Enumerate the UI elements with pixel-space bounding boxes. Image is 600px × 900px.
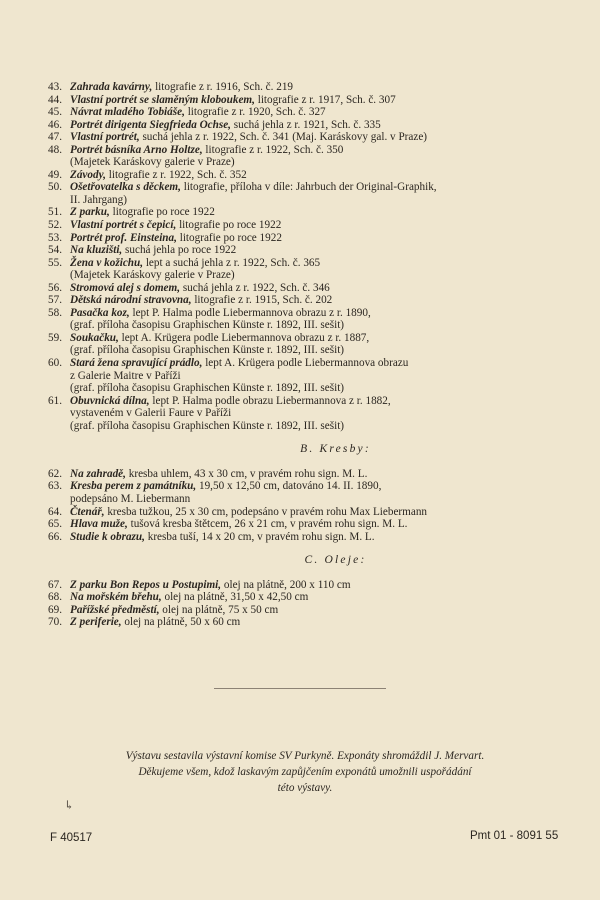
artwork-title: Vlastní portrét se slaměným kloboukem,	[70, 93, 255, 106]
artwork-title: Návrat mladého Tobiáše,	[70, 106, 185, 119]
artwork-details: litografie z r. 1917, Sch. č. 307	[254, 93, 396, 106]
artwork-details: suchá jehla z r. 1921, Sch. č. 335	[230, 118, 381, 131]
catalogue-entry	[48, 294, 593, 307]
entry-number: 56.	[48, 281, 62, 294]
entry-line: z Galerie Maitre v Paříži	[70, 369, 181, 382]
artwork-details: litografie, příloha v díle: Jahrbuch der Original-Graphik,	[180, 181, 437, 194]
entry-number: 49.	[48, 168, 62, 181]
artwork-details: olej na plátně, 31,50 x 42,50 cm	[161, 591, 309, 604]
artwork-title: Vlastní portrét,	[70, 131, 140, 144]
divider	[214, 688, 386, 689]
hand-mark-icon: ↳	[64, 798, 75, 812]
catalogue-entry	[48, 591, 593, 604]
entry-body	[70, 395, 593, 433]
artwork-details: lept P. Halma podle Liebermannova obrazu z r. 1890,	[129, 306, 371, 319]
entry-body	[70, 119, 593, 132]
entry-number: 52.	[48, 219, 62, 232]
entry-body	[70, 169, 593, 182]
artwork-title: Na zahradě,	[70, 467, 126, 480]
catalogue-entry	[48, 579, 593, 592]
entry-line	[70, 357, 593, 370]
catalogue-entry	[48, 206, 593, 219]
entry-number: 53.	[48, 231, 62, 244]
entry-line	[70, 81, 593, 94]
artwork-title: Studie k obrazu,	[70, 530, 145, 543]
catalogue-entry	[48, 257, 593, 282]
artwork-title: Pasačka koz,	[70, 306, 130, 319]
artwork-details: kresba tužkou, 25 x 30 cm, podepsáno v pravém rohu Max Liebermann	[104, 505, 428, 518]
artwork-details: olej na plátně, 50 x 60 cm	[121, 616, 241, 629]
artwork-title: Vlastní portrét s čepicí,	[70, 219, 177, 232]
artwork-title: Na mořském břehu,	[70, 591, 162, 604]
entry-line	[70, 307, 593, 320]
entry-line: (graf. příloha časopisu Graphischen Künste r. 1892, III. sešit)	[70, 382, 345, 395]
entry-body	[70, 307, 593, 332]
catalogue-entry	[48, 616, 593, 629]
note-line-2: Děkujeme všem, kdož laskavým zapůjčením exponátů umožnili uspořádání	[138, 766, 472, 778]
note-line-3: této výstavy.	[277, 782, 333, 794]
heading-oils: C. Oleje:	[304, 554, 367, 567]
catalogue-list	[48, 81, 593, 629]
catalogue-entry	[48, 332, 593, 357]
entry-body	[70, 257, 593, 282]
entry-body	[70, 616, 593, 629]
entry-number: 45.	[48, 106, 62, 119]
entry-body	[70, 106, 593, 119]
artwork-details: litografie po roce 1922	[176, 219, 282, 232]
catalogue-entry	[48, 94, 593, 107]
entry-line	[70, 395, 593, 408]
artwork-title: Soukačku,	[70, 331, 119, 344]
entry-line: (Majetek Karáskovy galerie v Praze)	[70, 156, 235, 169]
entry-body	[70, 206, 593, 219]
entry-number: 57.	[48, 294, 62, 307]
artwork-details: lept P. Halma podle obrazu Liebermannova z r. 1882,	[149, 394, 391, 407]
entry-line: (Majetek Karáskovy galerie v Praze)	[70, 269, 235, 282]
artwork-title: Pařížské předměstí,	[70, 603, 160, 616]
entry-line: podepsáno M. Liebermann	[70, 492, 191, 505]
entry-body	[70, 518, 593, 531]
catalogue-entry	[48, 604, 593, 617]
artwork-details: olej na plátně, 200 x 110 cm	[221, 578, 351, 591]
artwork-title: Portrét dirigenta Siegfrieda Ochse,	[70, 118, 231, 131]
section-oils	[48, 579, 593, 629]
entry-number: 69.	[48, 603, 62, 616]
artwork-title: Portrét básníka Arno Holtze,	[70, 143, 203, 156]
entry-line	[70, 244, 593, 257]
catalogue-entry	[48, 144, 593, 169]
entry-number: 54.	[48, 244, 62, 257]
artwork-title: Z parku,	[70, 206, 110, 219]
entry-line	[70, 518, 593, 531]
entry-body	[70, 232, 593, 245]
entry-number: 63.	[48, 480, 62, 493]
entry-line	[70, 119, 593, 132]
entry-body	[70, 579, 593, 592]
entry-line: (graf. příloha časopisu Graphischen Künste r. 1892, III. sešit)	[70, 419, 345, 432]
entry-number: 67.	[48, 578, 62, 591]
catalogue-entry	[48, 181, 593, 206]
entry-body	[70, 244, 593, 257]
entry-line	[70, 506, 593, 519]
entry-body	[70, 531, 593, 544]
artwork-details: litografie z r. 1922, Sch. č. 350	[202, 143, 344, 156]
print-code-right: Pmt 01 - 8091 55	[470, 830, 559, 842]
artwork-title: Portrét prof. Einsteina,	[70, 231, 177, 244]
artwork-details: lept a suchá jehla z r. 1922, Sch. č. 365	[143, 256, 321, 269]
artwork-details: tušová kresba štětcem, 26 x 21 cm, v pravém rohu sign. M. L.	[127, 518, 408, 531]
entry-body	[70, 604, 593, 617]
entry-body	[70, 332, 593, 357]
artwork-title: Ošetřovatelka s děckem,	[70, 181, 181, 194]
entry-number: 62.	[48, 467, 62, 480]
entry-number: 70.	[48, 616, 62, 629]
catalogue-entry	[48, 232, 593, 245]
catalogue-entry	[48, 506, 593, 519]
artwork-details: litografie z r. 1916, Sch. č. 219	[152, 81, 294, 93]
catalogue-entry	[48, 468, 593, 481]
entry-body	[70, 131, 593, 144]
entry-line	[70, 257, 593, 270]
entry-line	[70, 480, 593, 493]
artwork-details: litografie z r. 1915, Sch. č. 202	[191, 294, 333, 307]
entry-number: 46.	[48, 118, 62, 131]
catalogue-entry	[48, 531, 593, 544]
artwork-title: Z periferie,	[70, 616, 122, 629]
artwork-title: Na kluzišti,	[70, 244, 123, 257]
entry-number: 43.	[48, 81, 62, 93]
artwork-title: Žena v kožichu,	[70, 256, 144, 269]
artwork-title: Závody,	[70, 168, 106, 181]
artwork-details: lept A. Krügera podle Liebermannova obrazu	[202, 357, 409, 370]
entry-line	[70, 579, 593, 592]
catalogue-entry	[48, 169, 593, 182]
entry-body	[70, 294, 593, 307]
heading-drawings: B. Kresby:	[300, 443, 371, 456]
artwork-details: litografie po roce 1922	[176, 231, 282, 244]
entry-line	[70, 144, 593, 157]
catalogue-entry	[48, 357, 593, 395]
entry-number: 55.	[48, 256, 62, 269]
artwork-title: Dětská národní stravovna,	[70, 294, 192, 307]
entry-line	[70, 232, 593, 245]
artwork-title: Z parku Bon Repos u Postupimi,	[70, 578, 222, 591]
artwork-details: suchá jehla z r. 1922, Sch. č. 341 (Maj. Karáskovy gal. v Praze)	[139, 131, 428, 144]
artwork-details: suchá jehla z r. 1922, Sch. č. 346	[180, 281, 330, 294]
entry-body	[70, 94, 593, 107]
entry-body	[70, 468, 593, 481]
entry-line	[70, 206, 593, 219]
artwork-title: Stará žena spravující prádlo,	[70, 357, 203, 370]
entry-body	[70, 144, 593, 169]
entry-number: 68.	[48, 591, 62, 604]
entry-line: (graf. příloha časopisu Graphischen Künste r. 1892, III. sešit)	[70, 319, 345, 332]
entry-line	[70, 294, 593, 307]
entry-line	[70, 94, 593, 107]
artwork-details: litografie po roce 1922	[109, 206, 215, 219]
entry-body	[70, 219, 593, 232]
artwork-details: kresba uhlem, 43 x 30 cm, v pravém rohu sign. M. L.	[125, 467, 368, 480]
entry-line	[70, 282, 593, 295]
entry-line: II. Jahrgang)	[70, 193, 127, 206]
exhibition-note	[40, 748, 570, 796]
catalogue-entry	[48, 131, 593, 144]
entry-body	[70, 282, 593, 295]
entry-line	[70, 332, 593, 345]
entry-number: 44.	[48, 93, 62, 106]
section-drawings	[48, 468, 593, 543]
entry-line	[70, 616, 593, 629]
entry-number: 51.	[48, 206, 62, 219]
entry-line	[70, 106, 593, 119]
note-line-1: Výstavu sestavila výstavní komise SV Purkyně. Exponáty shromáždil J. Mervart.	[125, 750, 485, 762]
catalogue-entry	[48, 219, 593, 232]
print-code-left: F 40517	[50, 832, 93, 844]
artwork-details: suchá jehla po roce 1922	[122, 244, 237, 257]
entry-line	[70, 468, 593, 481]
catalogue-entry	[48, 119, 593, 132]
artwork-title: Hlava muže,	[70, 518, 128, 531]
entry-number: 61.	[48, 394, 62, 407]
catalogue-entry	[48, 480, 593, 505]
artwork-details: litografie z r. 1920, Sch. č. 327	[184, 106, 326, 119]
entry-body	[70, 591, 593, 604]
entry-number: 64.	[48, 505, 62, 518]
entry-line: vystaveném v Galerii Faure v Paříži	[70, 407, 232, 420]
entry-line	[70, 604, 593, 617]
catalogue-entry	[48, 395, 593, 433]
artwork-details: 19,50 x 12,50 cm, datováno 14. II. 1890,	[196, 480, 382, 493]
entry-number: 59.	[48, 331, 62, 344]
artwork-title: Stromová alej s domem,	[70, 281, 181, 294]
entry-number: 60.	[48, 357, 62, 370]
catalogue-entry	[48, 282, 593, 295]
entry-line: (graf. příloha časopisu Graphischen Künste r. 1892, III. sešit)	[70, 344, 345, 357]
artwork-title: Čtenář,	[70, 505, 105, 518]
entry-line	[70, 181, 593, 194]
artwork-details: olej na plátně, 75 x 50 cm	[159, 603, 279, 616]
entry-number: 58.	[48, 306, 62, 319]
entry-line	[70, 131, 593, 144]
entry-line	[70, 531, 593, 544]
entry-body	[70, 181, 593, 206]
entry-number: 66.	[48, 530, 62, 543]
entry-number: 65.	[48, 518, 62, 531]
artwork-title: Zahrada kavárny,	[70, 81, 153, 93]
section-lithographs	[48, 81, 593, 432]
entry-body	[70, 506, 593, 519]
catalogue-entry	[48, 518, 593, 531]
catalogue-entry	[48, 81, 593, 94]
entry-number: 47.	[48, 131, 62, 144]
entry-number: 50.	[48, 181, 62, 194]
artwork-details: litografie z r. 1922, Sch. č. 352	[105, 168, 247, 181]
artwork-title: Kresba perem z památníku,	[70, 480, 197, 493]
catalogue-entry	[48, 244, 593, 257]
entry-body	[70, 480, 593, 505]
artwork-details: kresba tuší, 14 x 20 cm, v pravém rohu sign. M. L.	[144, 530, 375, 543]
entry-number: 48.	[48, 143, 62, 156]
entry-line	[70, 591, 593, 604]
artwork-title: Obuvnická dílna,	[70, 394, 150, 407]
entry-body	[70, 357, 593, 395]
entry-line	[70, 169, 593, 182]
catalogue-entry	[48, 106, 593, 119]
entry-body	[70, 81, 593, 94]
entry-line	[70, 219, 593, 232]
artwork-details: lept A. Krügera podle Liebermannova obrazu z r. 1887,	[118, 331, 370, 344]
catalogue-entry	[48, 307, 593, 332]
